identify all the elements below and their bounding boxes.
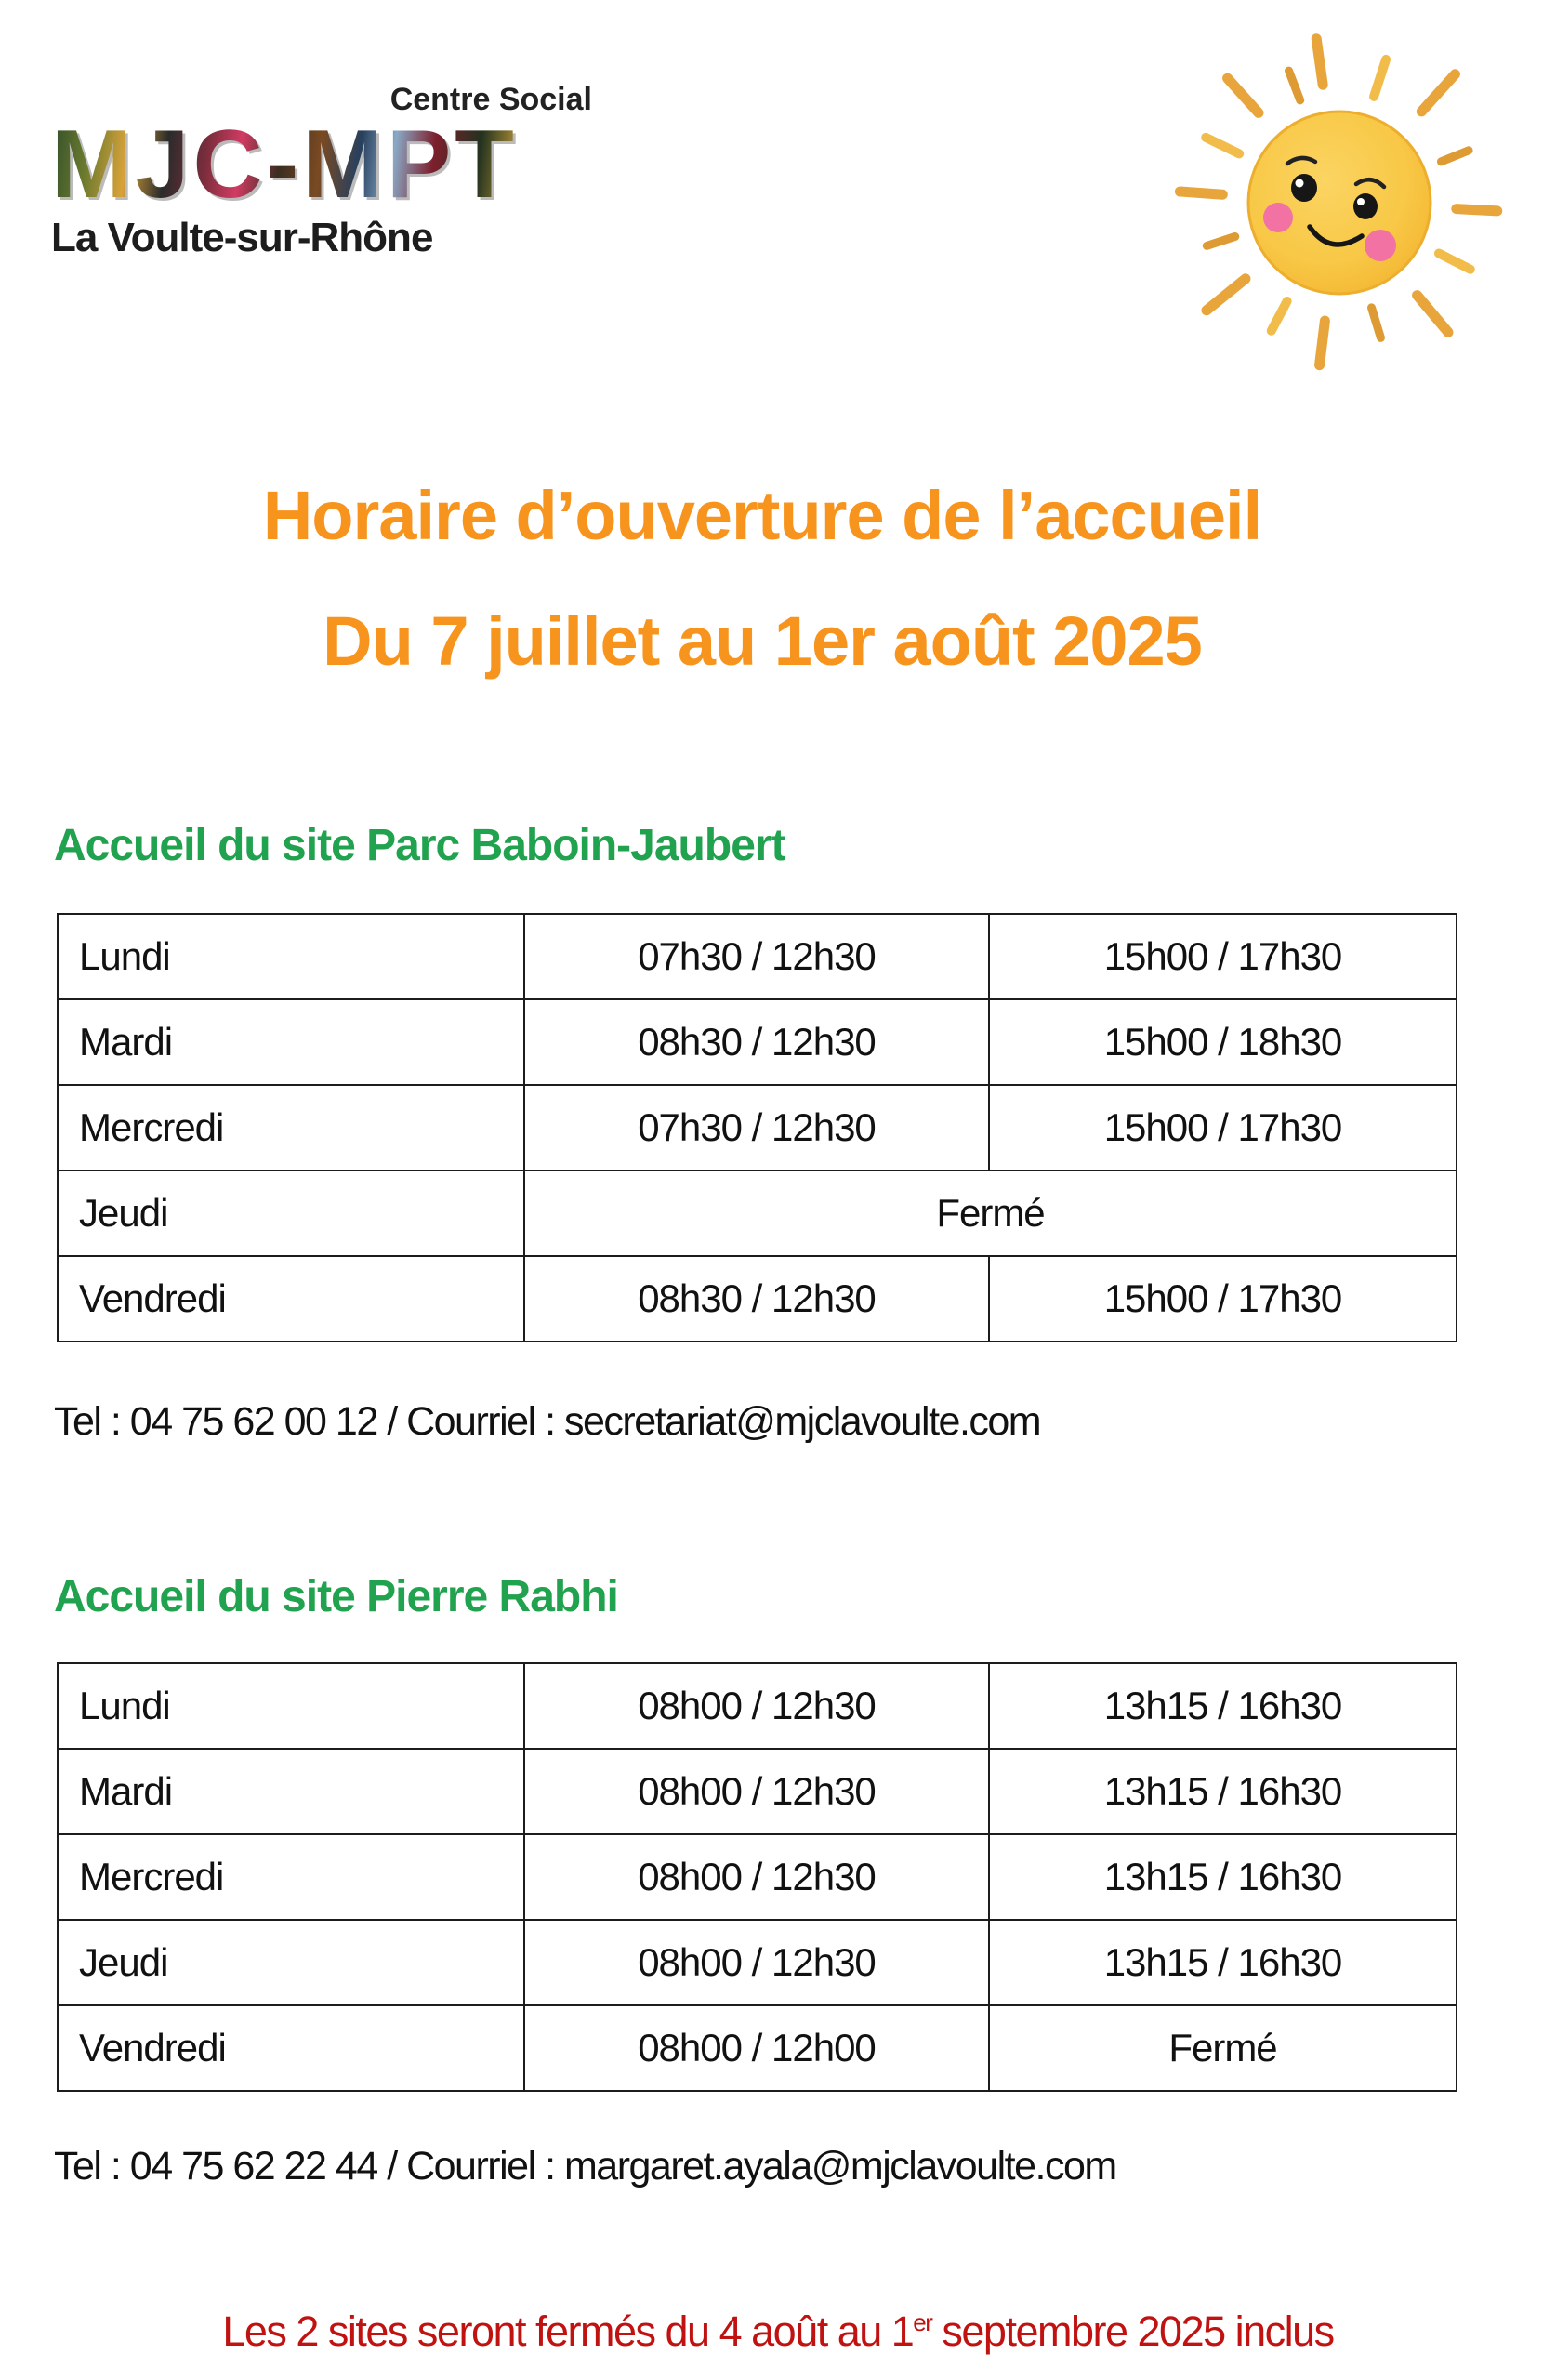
afternoon-cell: 13h15 / 16h30 <box>989 1663 1457 1749</box>
morning-cell: 08h00 / 12h30 <box>524 1749 989 1834</box>
afternoon-cell: 15h00 / 17h30 <box>989 1256 1457 1342</box>
schedule-table-parc-baboin-jaubert <box>57 913 1457 1342</box>
afternoon-cell: 13h15 / 16h30 <box>989 1920 1457 2005</box>
morning-cell: 08h00 / 12h30 <box>524 1663 989 1749</box>
logo-acronym: MJC-MPT <box>51 118 609 213</box>
site-heading-parc-baboin-jaubert: Accueil du site Parc Baboin-Jaubert <box>54 821 785 870</box>
logo-city: La Voulte-sur-Rhône <box>51 214 433 260</box>
contact-line-pierre-rabhi: Tel : 04 75 62 22 44 / Courriel : margaret.ayala@mjclavoulte.com <box>54 2144 1116 2188</box>
morning-cell: 07h30 / 12h30 <box>524 1085 989 1170</box>
table-row <box>58 2005 1457 2091</box>
day-cell: Lundi <box>58 914 524 999</box>
schedule-table-pierre-rabhi <box>57 1662 1457 2092</box>
table-row <box>58 914 1457 999</box>
closure-notice-prefix: Les 2 sites seront fermés du 4 août au 1 <box>222 2307 914 2355</box>
day-cell: Jeudi <box>58 1920 524 2005</box>
contact-line-parc-baboin-jaubert: Tel : 04 75 62 00 12 / Courriel : secretariat@mjclavoulte.com <box>54 1399 1041 1444</box>
afternoon-cell: Fermé <box>989 2005 1457 2091</box>
table-row <box>58 1920 1457 2005</box>
day-cell: Lundi <box>58 1663 524 1749</box>
afternoon-cell: 15h00 / 17h30 <box>989 914 1457 999</box>
title-line-1: Horaire d’ouverture de l’accueil <box>262 477 1262 554</box>
afternoon-cell: 13h15 / 16h30 <box>989 1834 1457 1920</box>
table-row <box>58 1085 1457 1170</box>
logo-tagline: Centre Social <box>389 82 592 117</box>
table-row <box>58 1663 1457 1749</box>
table-row <box>58 999 1457 1085</box>
sun-icon <box>1140 17 1539 389</box>
day-cell: Vendredi <box>58 1256 524 1342</box>
afternoon-cell: 15h00 / 17h30 <box>989 1085 1457 1170</box>
sun-face <box>1248 112 1431 294</box>
day-cell: Vendredi <box>58 2005 524 2091</box>
morning-cell: 08h00 / 12h30 <box>524 1920 989 2005</box>
table-row <box>58 1170 1457 1256</box>
closure-notice <box>0 2307 1556 2356</box>
org-logo <box>51 82 609 261</box>
closure-notice-suffix: septembre 2025 inclus <box>931 2307 1334 2355</box>
morning-cell: 08h30 / 12h30 <box>524 999 989 1085</box>
day-cell: Mercredi <box>58 1085 524 1170</box>
sun-left-cheek <box>1263 203 1293 232</box>
day-cell: Mardi <box>58 1749 524 1834</box>
table-row <box>58 1256 1457 1342</box>
table-row <box>58 1749 1457 1834</box>
morning-cell: 08h00 / 12h00 <box>524 2005 989 2091</box>
table-row <box>58 1834 1457 1920</box>
day-cell: Jeudi <box>58 1170 524 1256</box>
title-line-2: Du 7 juillet au 1er août 2025 <box>323 602 1202 680</box>
site-heading-pierre-rabhi: Accueil du site Pierre Rabhi <box>54 1572 618 1621</box>
morning-cell: 08h30 / 12h30 <box>524 1256 989 1342</box>
sun-right-cheek <box>1365 230 1396 261</box>
morning-cell: 07h30 / 12h30 <box>524 914 989 999</box>
morning-cell: 08h00 / 12h30 <box>524 1834 989 1920</box>
afternoon-cell: 13h15 / 16h30 <box>989 1749 1457 1834</box>
closure-notice-superscript: er <box>913 2308 932 2336</box>
day-cell: Mercredi <box>58 1834 524 1920</box>
closed-cell: Fermé <box>524 1170 1457 1256</box>
day-cell: Mardi <box>58 999 524 1085</box>
afternoon-cell: 15h00 / 18h30 <box>989 999 1457 1085</box>
page-title <box>0 476 1524 681</box>
